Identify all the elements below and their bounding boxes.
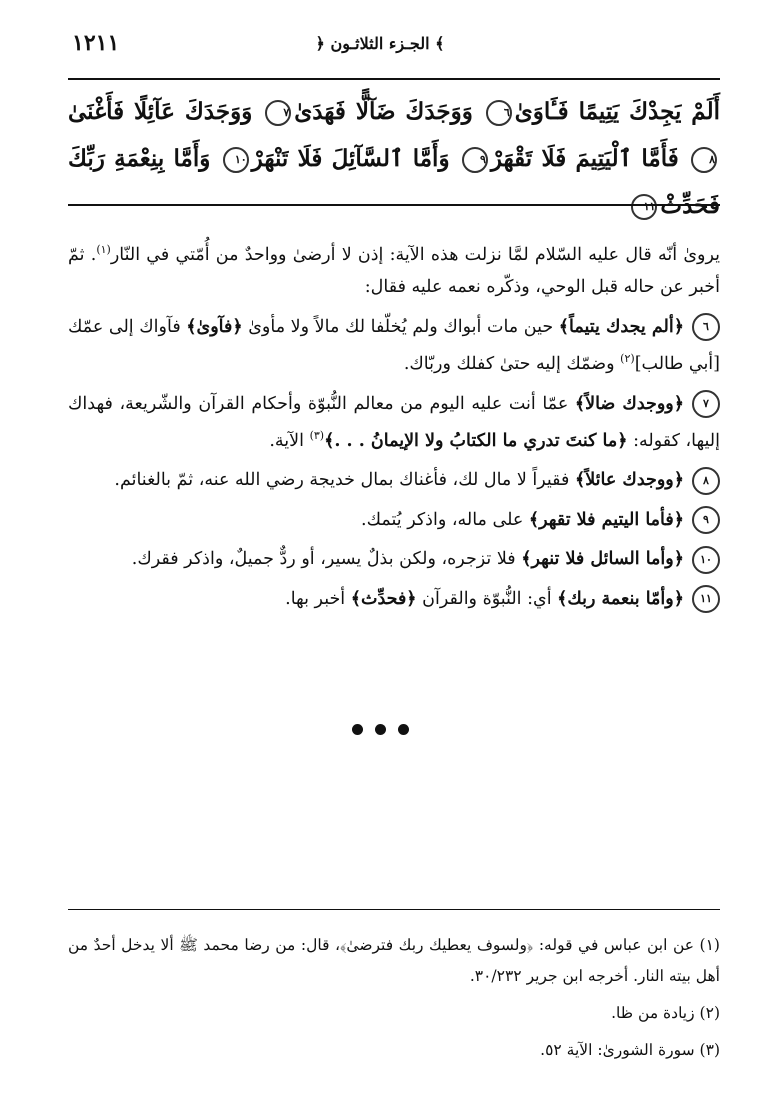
commentary-entry [68,504,720,537]
footnote-ref: (٣) [309,429,325,443]
explanation-text: على ماله، واذكر يُتمك. [361,509,529,530]
verse-number-badge: ٩ [692,506,720,534]
explanation-text: فقيراً لا مال لك، فأغناك بمال خديجة رضي الله عنه، ثمّ بالغنائم. [114,470,575,491]
explanation-text: فآواك إلى عمّك [أبي طالب] [68,316,720,375]
separator-dot [398,724,409,735]
running-title: ﴿ الجـزء الثلاثـون ﴾ [315,34,445,53]
footnote [68,930,720,992]
quote-text: ﴿فحدِّث﴾ [350,588,417,609]
footnote-text: زيادة من ظا. [611,1004,695,1022]
separator-dot [352,724,363,735]
footnotes [68,930,720,1072]
quote-text: ﴿ألم يجدك يتيماً﴾ [558,316,684,337]
verse-number-badge: ١١ [692,585,720,613]
commentary-intro [68,234,720,304]
verse-number-badge: ١١ [631,194,657,220]
verse-text: وَأَمَّا بِنِعْمَةِ رَبِّكَ فَحَدِّثْ [68,145,720,219]
footnote-ref: (١) [96,243,111,256]
explanation-text: الآية. [269,430,310,451]
quote-text: ﴿ما كنتَ تدري ما الكتابُ ولا الإيمانُ . . .﴾ [324,430,628,451]
quote-text: ﴿ووجدك عائلاً﴾ [574,470,684,491]
section-separator [352,724,409,735]
explanation-text: حين مات أبواك ولم يُخلّفا لك مالاً ولا مأویٰ [242,316,559,337]
verse-number-badge: ٨ [692,467,720,495]
verse-number-badge: ٨ [691,147,717,173]
commentary-entry [68,311,720,381]
verse-text: وَوَجَدَكَ عَآئِلًا فَأَغْنَىٰ [68,98,253,125]
page-number: ١٢١١ [72,30,120,56]
footnote-number: (١) [699,936,720,954]
verse-number-badge: ٦ [692,313,720,341]
verses-bottom-rule [68,204,720,206]
quote-text: ﴿وأمّا بنعمة ربك﴾ [557,588,684,609]
verse-number-badge: ٩ [462,147,488,173]
verse-text: وَوَجَدَكَ ضَآلًّا فَهَدَىٰ [294,98,473,125]
verse-text: أَلَمْ يَجِدْكَ يَتِيمًا فَـَٔاوَىٰ [514,98,720,125]
verse-number-badge: ٧ [692,390,720,418]
footnote [68,1035,720,1066]
footnote [68,998,720,1029]
verse-text: فَأَمَّا ٱلْيَتِيمَ فَلَا تَقْهَرْ [490,145,679,172]
explanation-text: عمّا أنت عليه اليوم من معالم النُّبوّة وأحكام القرآن والشّريعة، فهداك إليها، كقوله: [68,393,720,451]
verse-number-badge: ١٠ [692,546,720,574]
commentary-entry [68,388,720,458]
quote-text: ﴿فآویٰ﴾ [186,316,243,337]
separator-dot [375,724,386,735]
verse-number-badge: ١٠ [223,147,249,173]
footnote-number: (٢) [699,1004,720,1022]
quote-text: ﴿فأما اليتيم فلا تقهر﴾ [528,509,684,530]
intro-text: يرویٰ أنّه قال عليه السّلام لمَّا نزلت هذه الآية: إذن لا أرضیٰ وواحدٌ من أُمّتي في النّار [110,244,720,265]
footnote-text: عن ابن عباس في قوله: ﴿ولسوف يعطيك ربك فترضیٰ﴾، قال: من رضا محمد ﷺ ألا يدخل أحدٌ من أهل بيته النار. أخرجه ابن جرير ٣٠/٢٣٢. [68,936,720,985]
verse-number-badge: ٧ [265,100,291,126]
verse-text: وَأَمَّا ٱلسَّآئِلَ فَلَا تَنْهَرْ [251,145,450,172]
commentary [68,234,720,622]
quote-text: ﴿ووجدك ضالاً﴾ [574,393,684,414]
commentary-entry [68,464,720,497]
explanation-text: أي: النُّبوّة والقرآن [416,588,558,609]
footnote-text: سورة الشوریٰ: الآية ٥٢. [540,1041,695,1059]
quote-text: ﴿وأما السائل فلا تنهر﴾ [521,549,684,570]
footnote-rule [68,909,720,910]
commentary-entry [68,543,720,576]
verse-number-badge: ٦ [486,100,512,126]
explanation-text: وضمّك إليه حتىٰ كفلك وربّاك. [403,354,621,375]
footnote-ref: (٢) [620,352,635,366]
explanation-text: فلا تزجره، ولكن بذلٌ يسير، أو ردٌّ جميلٌ، واذكر فقرك. [131,549,522,570]
intro-text: . ثمّ أخبر عن حاله قبل الوحي، وذكّره نعمه عليه فقال: [68,244,720,298]
explanation-text: أخبر بها. [285,588,351,609]
footnote-number: (٣) [699,1041,720,1059]
commentary-entry [68,583,720,616]
quran-verses [68,88,720,229]
top-rule [68,78,720,80]
